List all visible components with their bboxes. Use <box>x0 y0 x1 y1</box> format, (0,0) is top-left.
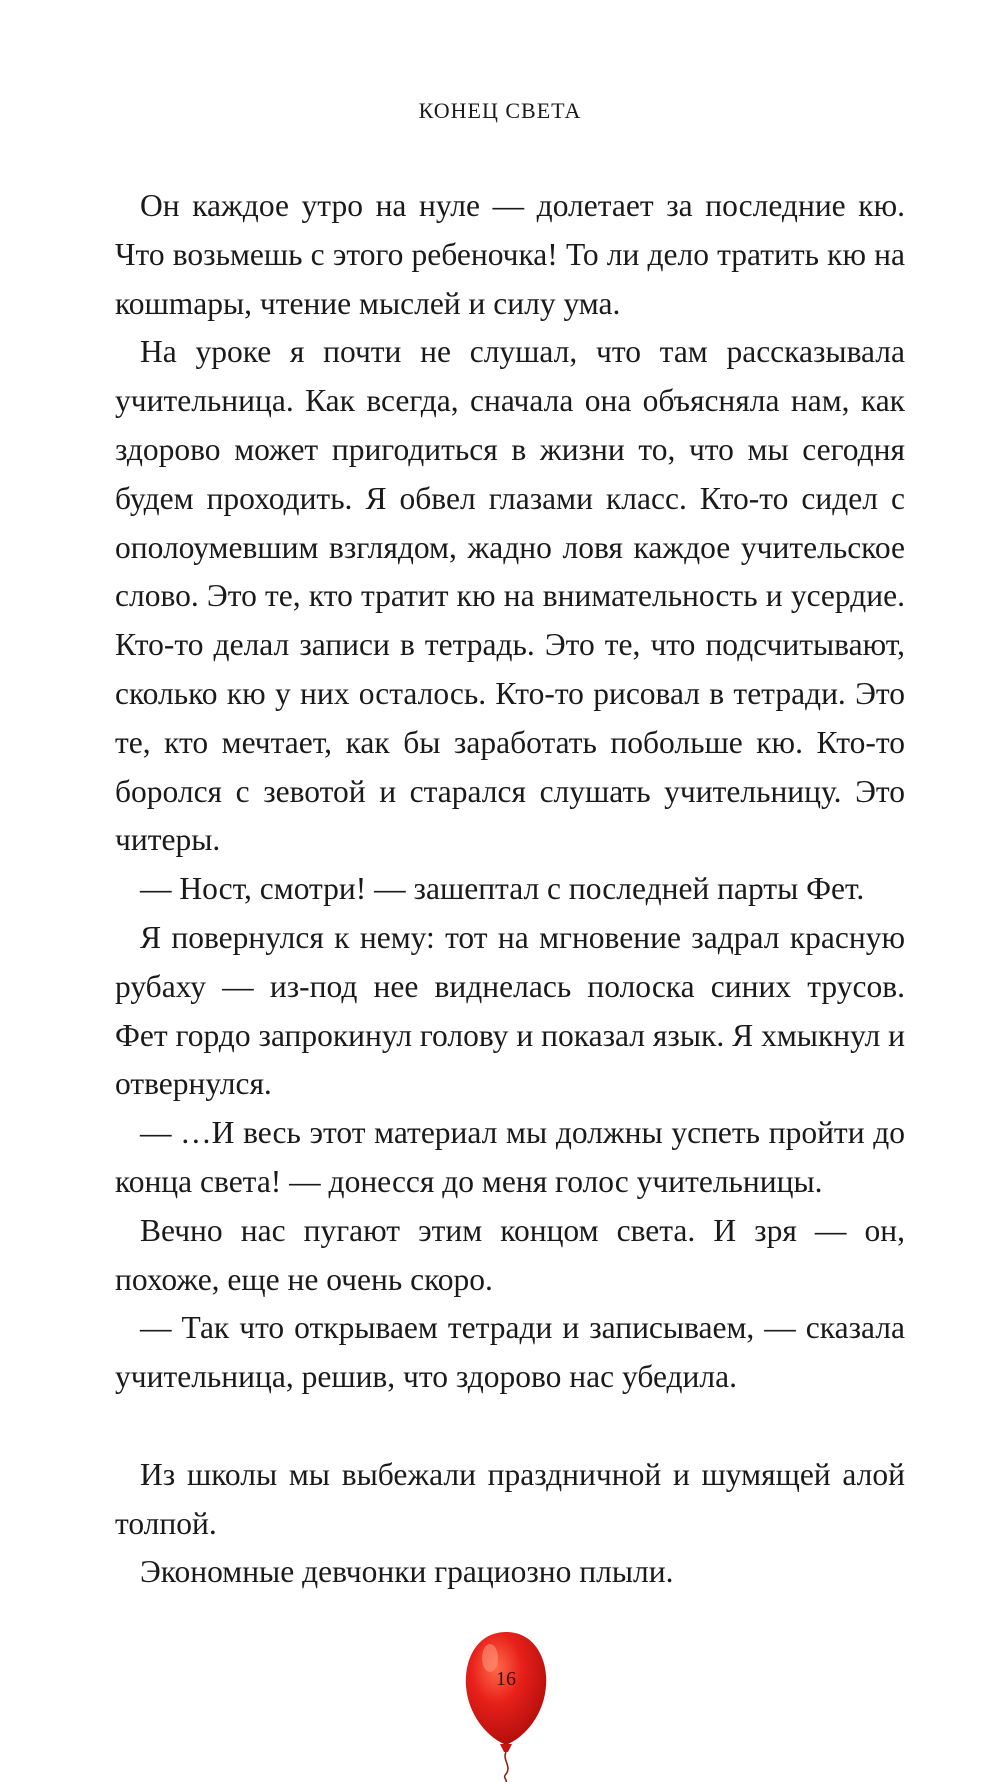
paragraph: — Так что открываем тетради и записываем, — сказала учительница, решив, что здорово нас убедила. <box>115 1310 905 1395</box>
paragraph: — Ност, смотри! — зашептал с последней парты Фет. <box>140 871 865 907</box>
paragraph: На уроке я почти не слушал, что там рассказывала учительница. Как всегда, сначала она объясняла нам, как здорово может пригодиться в жизни то, что мы сегодня будем проходить. Я обвел глазами класс. Кто-то сидел с ополоумевшим взглядом, жадно ловя каждое учительское слово. Это те, кто тратит кю на внимательность и усердие. Кто-то делал записи в тетрадь. Это те, что подсчитывают, сколько кю у них осталось. Кто-то рисовал в тетради. Это те, кто мечтает, как бы заработать побольше кю. Кто-то боролся с зевотой и старался слушать учительницу. Это читеры. <box>115 334 905 858</box>
paragraph: Из школы мы выбежали праздничной и шумящей алой толпой. <box>115 1456 905 1541</box>
running-header: КОНЕЦ СВЕТА <box>418 98 582 123</box>
body-text <box>115 182 905 1597</box>
paragraph: Вечно нас пугают этим концом света. И зря — он, похоже, еще не очень скоро. <box>115 1212 905 1297</box>
paragraph: Я повернулся к нему: тот на мгновение задрал красную рубаху — из-под нее виднелась полоска синих трусов. Фет гордо запрокинул голову и показал язык. Я хмыкнул и отвернулся. <box>115 919 905 1102</box>
paragraph: Он каждое утро на нуле — долетает за последние кю. Что возьмешь с этого ребеночка! То ли дело тратить кю на кошmары, чтение мыслей и силу ума. <box>115 188 905 321</box>
red-balloon-icon <box>456 1628 556 1782</box>
paragraph: Экономные девчонки грациозно плыли. <box>140 1554 674 1590</box>
page-number: 16 <box>496 1668 516 1690</box>
paragraph: — …И весь этот материал мы должны успеть пройти до конца света! — донесся до меня голос учительницы. <box>115 1115 905 1199</box>
